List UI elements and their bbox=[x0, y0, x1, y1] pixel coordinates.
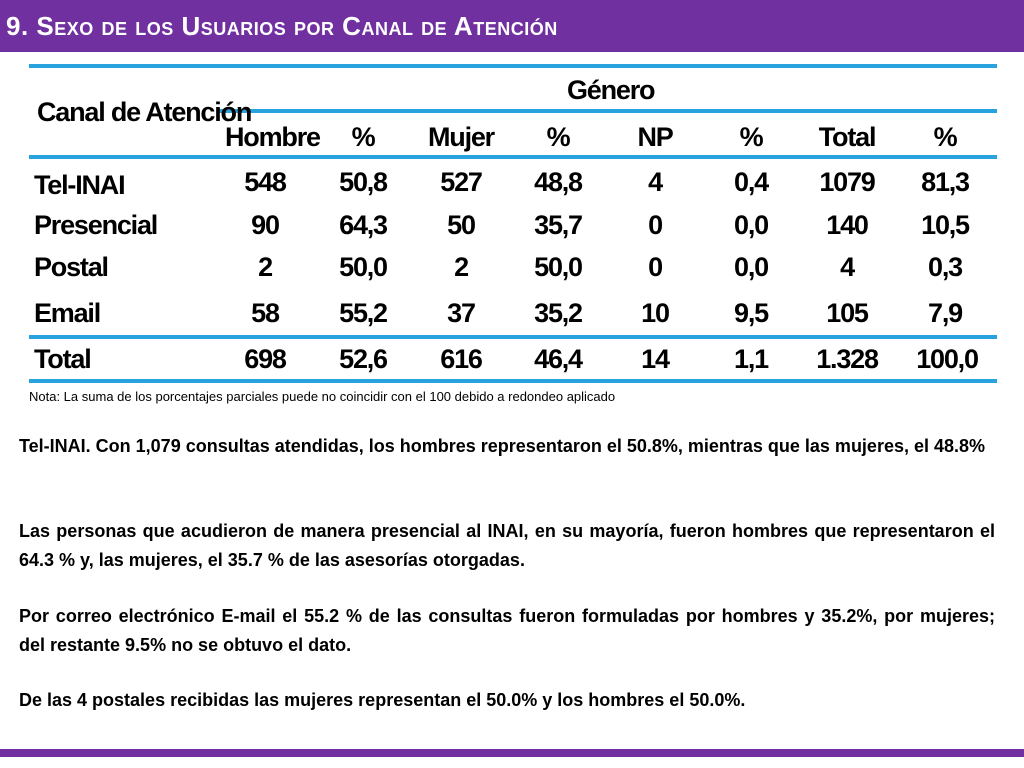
bottom-bar bbox=[0, 749, 1024, 757]
table-cell: 37 bbox=[447, 298, 475, 328]
table-note: Nota: La suma de los porcentajes parciales puede no coincidir con el 100 debido a redondeo aplicado bbox=[29, 389, 616, 404]
title-bar bbox=[0, 0, 1024, 52]
total-cell: 616 bbox=[440, 344, 482, 374]
table-cell: 7,9 bbox=[928, 298, 962, 328]
table-row-label: Presencial bbox=[34, 210, 158, 240]
table-rule-bottom bbox=[29, 379, 997, 383]
table-cell: 2 bbox=[258, 252, 272, 282]
data-table bbox=[29, 64, 997, 384]
paragraph-presencial: Las personas que acudieron de manera presencial al INAI, en su mayoría, fueron hombres que representaron el 64.3 % y, las mujeres, el 35.7 % de las asesorías otorgadas. bbox=[19, 521, 995, 570]
table-cell: 90 bbox=[251, 210, 279, 240]
table-cell: 9,5 bbox=[734, 298, 768, 328]
table-cell: 10 bbox=[641, 298, 669, 328]
table-cell: 10,5 bbox=[921, 210, 969, 240]
table-rule-top bbox=[29, 64, 997, 68]
table-cell: 50 bbox=[447, 210, 475, 240]
table-row-label: Postal bbox=[34, 252, 108, 282]
column-header: % bbox=[351, 122, 375, 152]
table-cell: 50,0 bbox=[534, 252, 582, 282]
table-row-label: Tel-INAI bbox=[34, 170, 125, 200]
table-cell: 0,0 bbox=[734, 252, 768, 282]
column-header: % bbox=[739, 122, 763, 152]
table-cell: 81,3 bbox=[921, 167, 969, 197]
table-cell: 58 bbox=[251, 298, 279, 328]
column-header: NP bbox=[637, 122, 673, 152]
total-cell: 1,1 bbox=[734, 344, 768, 374]
table-cell: 2 bbox=[454, 252, 468, 282]
table-cell: 50,0 bbox=[339, 252, 387, 282]
column-header: Hombre bbox=[225, 122, 320, 152]
column-header: Total bbox=[818, 122, 876, 152]
table-rule-group bbox=[217, 109, 997, 113]
table-rule-header bbox=[29, 155, 997, 159]
table-cell: 548 bbox=[244, 167, 286, 197]
column-header: % bbox=[546, 122, 570, 152]
table-row-label: Email bbox=[34, 298, 101, 328]
table-cell: 35,7 bbox=[534, 210, 582, 240]
column-header: Mujer bbox=[427, 122, 494, 152]
table-cell: 0,3 bbox=[928, 252, 962, 282]
row-header: Canal de Atención bbox=[37, 97, 252, 127]
table-cell: 4 bbox=[648, 167, 662, 197]
paragraph-postal: De las 4 postales recibidas las mujeres representan el 50.0% y los hombres el 50.0%. bbox=[19, 690, 746, 710]
column-header: % bbox=[933, 122, 957, 152]
table-cell: 35,2 bbox=[534, 298, 582, 328]
table-cell: 0,4 bbox=[734, 167, 768, 197]
total-cell: 1.328 bbox=[816, 344, 878, 374]
total-row-label: Total bbox=[34, 344, 91, 374]
group-header: Género bbox=[567, 75, 655, 105]
table-cell: 0 bbox=[648, 252, 662, 282]
paragraph-email: Por correo electrónico E-mail el 55.2 % de las consultas fueron formuladas por hombres y 35.2%, por mujeres; del restante 9.5% no se obtuvo el dato. bbox=[19, 606, 995, 655]
table-cell: 140 bbox=[826, 210, 868, 240]
table-cell: 105 bbox=[826, 298, 868, 328]
table-cell: 4 bbox=[840, 252, 854, 282]
total-cell: 52,6 bbox=[339, 344, 387, 374]
table-cell: 50,8 bbox=[339, 167, 387, 197]
table-rule-total bbox=[29, 335, 997, 339]
table-cell: 0,0 bbox=[734, 210, 768, 240]
table-cell: 48,8 bbox=[534, 167, 582, 197]
table-cell: 55,2 bbox=[339, 298, 387, 328]
table-cell: 64,3 bbox=[339, 210, 387, 240]
page-title: 9. Sexo de los Usuarios por Canal de Atención bbox=[6, 11, 558, 41]
table-cell: 527 bbox=[440, 167, 482, 197]
table-cell: 0 bbox=[648, 210, 662, 240]
table-cell: 1079 bbox=[819, 167, 875, 197]
total-cell: 698 bbox=[244, 344, 286, 374]
total-cell: 100,0 bbox=[916, 344, 978, 374]
total-cell: 46,4 bbox=[534, 344, 582, 374]
paragraph-tel-inai: Tel-INAI. Con 1,079 consultas atendidas, los hombres representaron el 50.8%, mientras que las mujeres, el 48.8% bbox=[19, 436, 986, 456]
total-cell: 14 bbox=[641, 344, 669, 374]
